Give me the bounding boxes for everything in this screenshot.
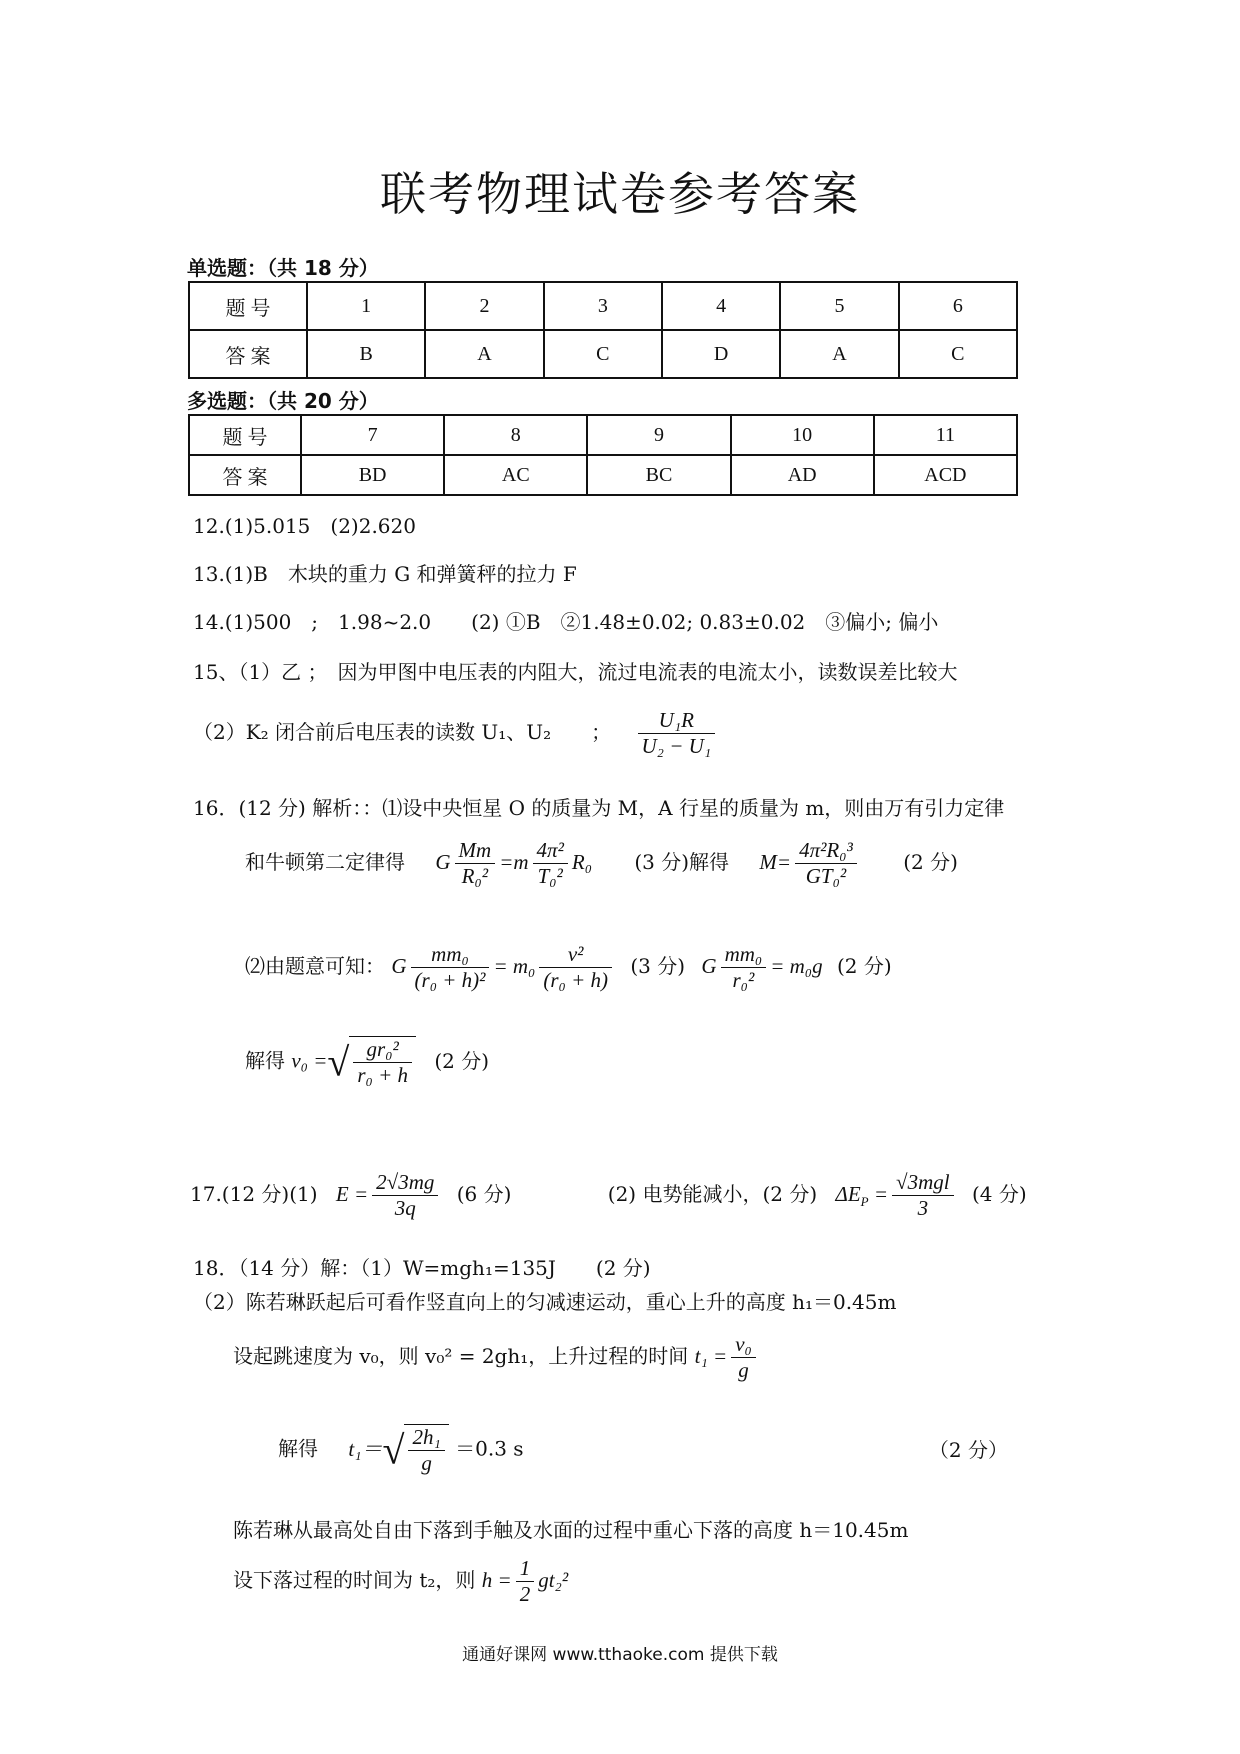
answer-cell: BC — [587, 455, 730, 495]
q16-eq3-fraction1 — [411, 942, 490, 993]
q16-eq1-fraction2 — [533, 838, 568, 889]
answer-q13: 13.(1)B 木块的重力 G 和弹簧秤的拉力 F — [193, 562, 577, 586]
question-number: 11 — [874, 415, 1017, 455]
q17-eq1-den: 3q — [394, 1196, 416, 1220]
multi-choice-header: 多选题：（共 20 分） — [187, 389, 379, 413]
answer-cell: AD — [731, 455, 874, 495]
q18-line4-eq: t₁＝ — [348, 1436, 383, 1461]
answer-cell: ACD — [874, 455, 1017, 495]
q17-eq1-num: 2√3mg — [372, 1170, 438, 1196]
q18-line4-score: （2 分） — [928, 1438, 1008, 1462]
q17-eq2-left — [835, 1182, 889, 1210]
q18-line3-text: 设起跳速度为 v₀，则 v₀² = 2gh₁，上升过程的时间 — [233, 1344, 689, 1368]
q16-eq2-left: M= — [759, 850, 792, 874]
q16-eq3-den1: (r₀ + h)² — [414, 968, 486, 992]
question-number: 4 — [662, 282, 780, 330]
table-row — [189, 415, 1017, 455]
q16-eq3-mid: = m₀ — [493, 954, 536, 978]
q16-score1: (3 分)解得 — [634, 850, 730, 874]
table-row — [189, 330, 1017, 378]
q16-eq1-num2: 4π² — [533, 838, 568, 864]
question-number: 1 — [307, 282, 425, 330]
q16-eq5-den: r₀ + h — [357, 1063, 409, 1087]
row-label-answer: 答 案 — [189, 455, 301, 495]
q18-line4-sqrt: √ $\frac{\text{2h₁}}{g}$ — [383, 1424, 449, 1476]
answer-q16-line3 — [245, 942, 892, 993]
q16-eq2-num: 4π²R₀³ — [795, 838, 857, 864]
answer-cell: D — [662, 330, 780, 378]
q17-eq2-delta-e: ΔE — [835, 1182, 861, 1206]
q16-eq1-g: G — [435, 850, 451, 874]
q17-text: 17.(12 分)(1) — [190, 1182, 318, 1206]
answer-cell: AC — [444, 455, 587, 495]
answer-cell: A — [425, 330, 543, 378]
page-title: 联考物理试卷参考答案 — [380, 167, 860, 221]
question-number: 10 — [731, 415, 874, 455]
q15-denominator: U₂ − U₁ — [641, 734, 712, 758]
answer-q18-line1: 18．（14 分）解：（1）W=mgh₁=135J (2 分) — [193, 1256, 651, 1280]
answer-cell: A — [780, 330, 898, 378]
q16-line3-text: ⑵由题意可知： — [245, 954, 385, 978]
q18-line3-num: v₀ — [731, 1332, 756, 1358]
q17-mid: (2) 电势能减小，(2 分) — [607, 1182, 818, 1206]
answer-cell: BD — [301, 455, 444, 495]
answer-q18-line4 — [278, 1424, 1008, 1476]
q16-eq1-mid: =m — [499, 850, 529, 874]
q18-line6-num: 1 — [516, 1556, 535, 1582]
q18-line3-eq: t₁ = — [694, 1344, 728, 1368]
answer-cell: C — [899, 330, 1017, 378]
q16-score4: (2 分) — [836, 954, 892, 978]
q18-line3-den: g — [738, 1358, 749, 1382]
q18-line6-fraction — [516, 1556, 535, 1607]
q16-eq4-num: mm₀ — [721, 942, 767, 968]
q17-eq1-left: E = — [335, 1182, 369, 1206]
answer-q17 — [190, 1170, 1027, 1221]
answer-q12: 12.(1)5.015 (2)2.620 — [193, 514, 416, 538]
q17-eq2-num: √3mgl — [892, 1170, 954, 1196]
answer-q14: 14.(1)500 ; 1.98~2.0 (2) ①B ②1.48±0.02; 0.83±0.02 ③偏小; 偏小 — [193, 610, 939, 634]
q18-line6-right: gt₂² — [538, 1568, 569, 1592]
q16-score5: (2 分) — [434, 1048, 490, 1073]
q18-line4-num: 2h₁ — [408, 1425, 444, 1451]
multi-choice-table — [188, 414, 1018, 496]
q16-eq4-fraction — [721, 942, 767, 993]
q17-eq2-den: 3 — [917, 1196, 929, 1220]
q16-eq3-g: G — [391, 954, 407, 978]
page-footer: 通通好课网 www.tthaoke.com 提供下载 — [462, 1645, 778, 1665]
q18-line6-eq: h = — [481, 1568, 512, 1592]
q16-line2-text: 和牛顿第二定律得 — [245, 850, 405, 874]
q16-eq2-den: GT₀² — [805, 864, 847, 888]
answer-q15-part1: 15、（1）乙 ； 因为甲图中电压表的内阻大，流过电流表的电流太小，读数误差比较大 — [193, 660, 958, 684]
answer-q18-line3 — [233, 1332, 760, 1383]
question-number: 6 — [899, 282, 1017, 330]
row-label-number: 题 号 — [189, 415, 301, 455]
q16-eq3-num1: mm₀ — [411, 942, 490, 968]
q15-fraction — [638, 708, 716, 759]
row-label-number: 题 号 — [189, 282, 307, 330]
q18-line6-text: 设下落过程的时间为 t₂，则 — [233, 1568, 476, 1592]
q18-line4-den: g — [421, 1451, 432, 1475]
question-number: 9 — [587, 415, 730, 455]
answer-q18-line5: 陈若琳从最高处自由下落到手触及水面的过程中重心下落的高度 h＝10.45m — [233, 1518, 909, 1542]
q16-eq3-fraction2 — [539, 942, 612, 993]
q16-score2: (2 分) — [903, 850, 958, 874]
q17-eq2-sub: P — [860, 1194, 869, 1210]
q16-eq5-left: v₀ = — [291, 1048, 328, 1073]
row-label-answer: 答 案 — [189, 330, 307, 378]
answer-q16-line2 — [245, 838, 958, 889]
q16-eq4-right: = m₀g — [770, 954, 823, 978]
q16-eq4-g: G — [701, 954, 717, 978]
q16-eq1-den1: R₀² — [461, 864, 489, 888]
q16-eq5-fraction — [353, 1037, 412, 1088]
q18-line3-fraction — [731, 1332, 756, 1383]
q17-score1: (6 分) — [456, 1182, 512, 1206]
question-number: 2 — [425, 282, 543, 330]
q18-line4-fraction — [408, 1425, 444, 1476]
q16-eq1-fraction1 — [455, 838, 496, 889]
q15-part2-text: （2）K₂ 闭合前后电压表的读数 U₁、U₂ ； — [193, 720, 612, 744]
q17-eq2-eq: = — [868, 1182, 889, 1206]
q16-eq5-sqrt: √ $\frac{\text{gr₀²}}{\text{r₀ + h}}$ — [327, 1036, 416, 1088]
q16-eq1-num1: Mm — [455, 838, 496, 864]
answer-q18-line2: （2）陈若琳跃起后可看作竖直向上的匀减速运动，重心上升的高度 h₁＝0.45m — [193, 1290, 897, 1314]
question-number: 3 — [544, 282, 662, 330]
answer-q15-part2 — [193, 708, 719, 759]
table-row — [189, 282, 1017, 330]
q16-score3: (3 分) — [630, 954, 686, 978]
q16-eq3-num2: v² — [539, 942, 612, 968]
table-row — [189, 455, 1017, 495]
q16-eq4-den: r₀² — [732, 968, 755, 992]
q16-eq2-fraction — [795, 838, 857, 889]
answer-q16-line4 — [245, 1036, 489, 1088]
q16-eq1-den2: T₀² — [537, 864, 563, 888]
q17-eq1-fraction — [372, 1170, 438, 1221]
single-choice-header: 单选题：（共 18 分） — [187, 256, 379, 280]
q17-eq2-fraction — [892, 1170, 954, 1221]
q18-line4-text: 解得 — [278, 1436, 318, 1461]
answer-cell: B — [307, 330, 425, 378]
q16-eq1-right: R₀ — [571, 850, 593, 874]
q18-line6-den: 2 — [519, 1582, 531, 1606]
single-choice-table — [188, 281, 1018, 379]
q16-eq5-num: gr₀² — [353, 1037, 412, 1063]
answer-q16-intro: 16．(12 分) 解析：：⑴设中央恒星 O 的质量为 M，A 行星的质量为 m，则由万有引力定律 — [193, 796, 1005, 820]
question-number: 7 — [301, 415, 444, 455]
q16-line4-text: 解得 — [245, 1048, 285, 1073]
answer-cell: C — [544, 330, 662, 378]
q18-line4-result: ＝0.3 s — [455, 1436, 524, 1461]
q15-numerator: U₁R — [638, 708, 716, 734]
question-number: 8 — [444, 415, 587, 455]
q16-eq3-den2: (r₀ + h) — [543, 968, 608, 992]
q17-score2: (4 分) — [971, 1182, 1027, 1206]
answer-q18-line6 — [233, 1556, 568, 1607]
question-number: 5 — [780, 282, 898, 330]
